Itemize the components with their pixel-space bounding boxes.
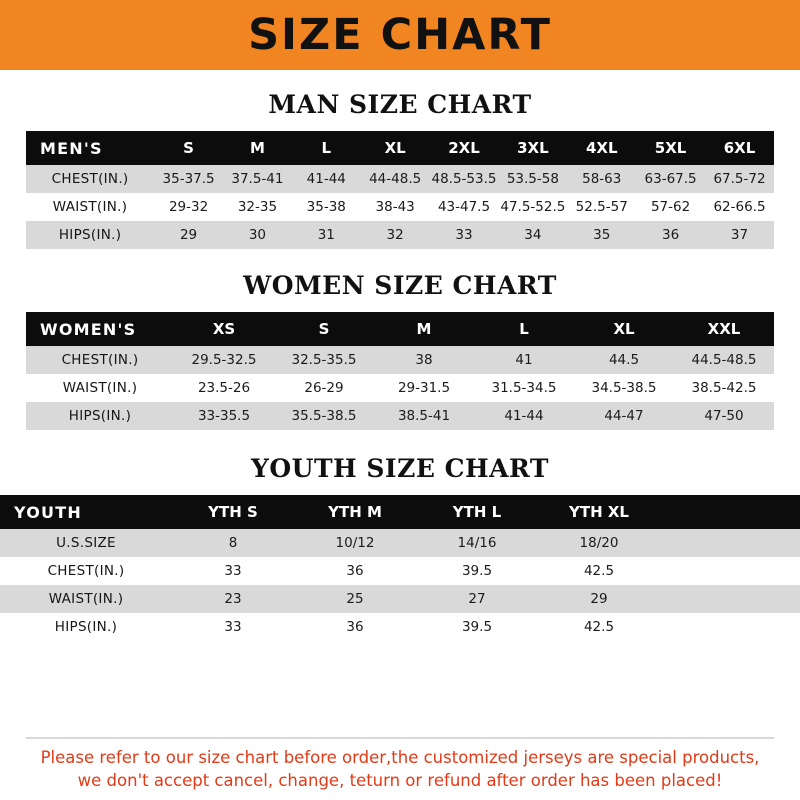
men-cell-0-2: 41-44 [306,171,346,187]
footer-line-2: we don't accept cancel, change, teturn or refund after order has been placed! [77,770,723,790]
table-row [26,374,774,402]
men-cell-1-3: 38-43 [375,199,415,215]
men-col-3: XL [361,131,430,165]
youth-row-header: YOUTH [0,495,172,529]
men-row-header: MEN'S [26,131,154,165]
men-cell-2-1: 30 [248,227,267,243]
men-cell-2-6: 35 [593,227,611,243]
women-row-label-2: HIPS(IN.) [68,408,132,424]
women-cell-2-5: 47-50 [704,408,744,424]
men-cell-2-8: 37 [730,227,749,243]
men-col-5: 3XL [498,131,567,165]
men-col-8: 6XL [705,131,774,165]
youth-row-label-1: CHEST(IN.) [47,563,125,579]
men-size-table [26,131,774,249]
youth-cell-0-spacer [660,529,800,557]
women-cell-0-5: 44.5-48.5 [691,352,757,368]
men-cell-1-0: 29-32 [168,199,209,215]
women-cell-2-2: 38.5-41 [397,408,451,424]
men-cell-1-7: 57-62 [650,199,691,215]
youth-table-header-row [0,495,800,529]
men-cell-1-4: 43-47.5 [437,199,491,215]
youth-size-table [0,495,800,641]
men-cell-1-5: 47.5-52.5 [500,199,566,215]
women-col-4: XL [574,312,674,346]
men-col-0: S [154,131,223,165]
youth-cell-3-0: 33 [224,619,242,635]
table-row [0,529,800,557]
men-cell-2-4: 33 [455,227,473,243]
women-col-5: XXL [674,312,774,346]
youth-row-label-2: WAIST(IN.) [48,591,124,607]
women-row-header: WOMEN'S [26,312,174,346]
men-cell-2-7: 36 [661,227,680,243]
men-col-6: 4XL [567,131,636,165]
women-cell-1-1: 26-29 [304,380,344,396]
youth-cell-1-0: 33 [224,563,242,579]
men-table-header-row [26,131,774,165]
table-row [0,613,800,641]
women-table-header-row [26,312,774,346]
men-cell-1-6: 52.5-57 [575,199,628,215]
women-cell-0-0: 29.5-32.5 [191,352,257,368]
men-col-4: 2XL [430,131,499,165]
table-row [26,193,774,221]
women-row-label-1: WAIST(IN.) [62,380,138,396]
divider [26,737,774,739]
youth-section-title: YOUTH SIZE CHART [251,454,549,483]
women-cell-2-0: 33-35.5 [197,408,251,424]
women-size-table [26,312,774,430]
men-cell-0-0: 35-37.5 [162,171,215,187]
men-cell-2-2: 31 [317,227,335,243]
youth-col-3: YTH XL [538,495,660,529]
youth-cell-0-2: 14/16 [457,535,497,551]
women-cell-0-3: 41 [515,352,533,368]
men-cell-2-0: 29 [179,227,198,243]
youth-cell-2-3: 29 [590,591,608,607]
table-row [26,402,774,430]
youth-col-0: YTH S [172,495,294,529]
table-row [26,346,774,374]
women-col-2: M [374,312,474,346]
youth-cell-1-2: 39.5 [461,563,493,579]
footer-note [0,737,800,792]
women-col-0: XS [174,312,274,346]
youth-row-label-0: U.S.SIZE [56,535,116,551]
women-cell-0-2: 38 [415,352,433,368]
women-cell-1-5: 38.5-42.5 [691,380,757,396]
youth-col-2: YTH L [416,495,538,529]
youth-cell-1-3: 42.5 [583,563,615,579]
women-cell-0-1: 32.5-35.5 [291,352,357,368]
youth-row-label-3: HIPS(IN.) [54,619,118,635]
youth-cell-3-3: 42.5 [583,619,615,635]
men-cell-1-1: 32-35 [237,199,278,215]
women-cell-1-0: 23.5-26 [197,380,251,396]
men-cell-2-5: 34 [524,227,542,243]
women-cell-0-4: 44.5 [608,352,640,368]
youth-cell-3-1: 36 [346,619,364,635]
women-cell-2-4: 44-47 [604,408,644,424]
women-col-3: L [474,312,574,346]
youth-cell-0-3: 18/20 [579,535,619,551]
women-col-1: S [274,312,374,346]
men-cell-0-4: 48.5-53.5 [431,171,497,187]
women-cell-1-2: 29-31.5 [397,380,451,396]
men-cell-0-3: 44-48.5 [369,171,422,187]
youth-cell-2-1: 25 [346,591,364,607]
men-cell-0-1: 37.5-41 [231,171,284,187]
youth-cell-3-2: 39.5 [461,619,493,635]
page-title: SIZE CHART [248,9,552,60]
table-row [26,221,774,249]
women-section-title: WOMEN SIZE CHART [243,271,557,300]
men-row-label-2: HIPS(IN.) [58,227,122,243]
men-cell-2-3: 32 [386,227,404,243]
men-row-label-1: WAIST(IN.) [52,199,128,215]
youth-col-1: YTH M [294,495,416,529]
youth-col-spacer [660,495,800,529]
men-cell-0-8: 67.5-72 [713,171,766,187]
youth-cell-1-1: 36 [346,563,364,579]
header-banner [0,0,800,70]
youth-cell-2-0: 23 [224,591,242,607]
men-cell-1-2: 35-38 [306,199,346,215]
men-col-7: 5XL [636,131,705,165]
youth-cell-2-spacer [660,585,800,613]
table-row [0,585,800,613]
men-cell-0-7: 63-67.5 [644,171,697,187]
footer-line-1: Please refer to our size chart before order,the customized jerseys are special products, [40,748,760,768]
men-cell-0-6: 58-63 [582,171,622,187]
table-row [0,557,800,585]
table-row [26,165,774,193]
men-cell-0-5: 53.5-58 [506,171,559,187]
women-row-label-0: CHEST(IN.) [61,352,139,368]
youth-cell-1-spacer [660,557,800,585]
men-cell-1-8: 62-66.5 [713,199,766,215]
youth-cell-3-spacer [660,613,800,641]
youth-cell-0-1: 10/12 [335,535,375,551]
men-col-1: M [223,131,292,165]
women-cell-1-4: 34.5-38.5 [591,380,657,396]
women-cell-2-3: 41-44 [504,408,544,424]
women-cell-1-3: 31.5-34.5 [491,380,557,396]
men-row-label-0: CHEST(IN.) [51,171,129,187]
youth-cell-0-0: 8 [228,535,238,551]
men-col-2: L [292,131,361,165]
women-cell-2-1: 35.5-38.5 [291,408,357,424]
men-section-title: MAN SIZE CHART [268,90,532,119]
youth-cell-2-2: 27 [468,591,486,607]
